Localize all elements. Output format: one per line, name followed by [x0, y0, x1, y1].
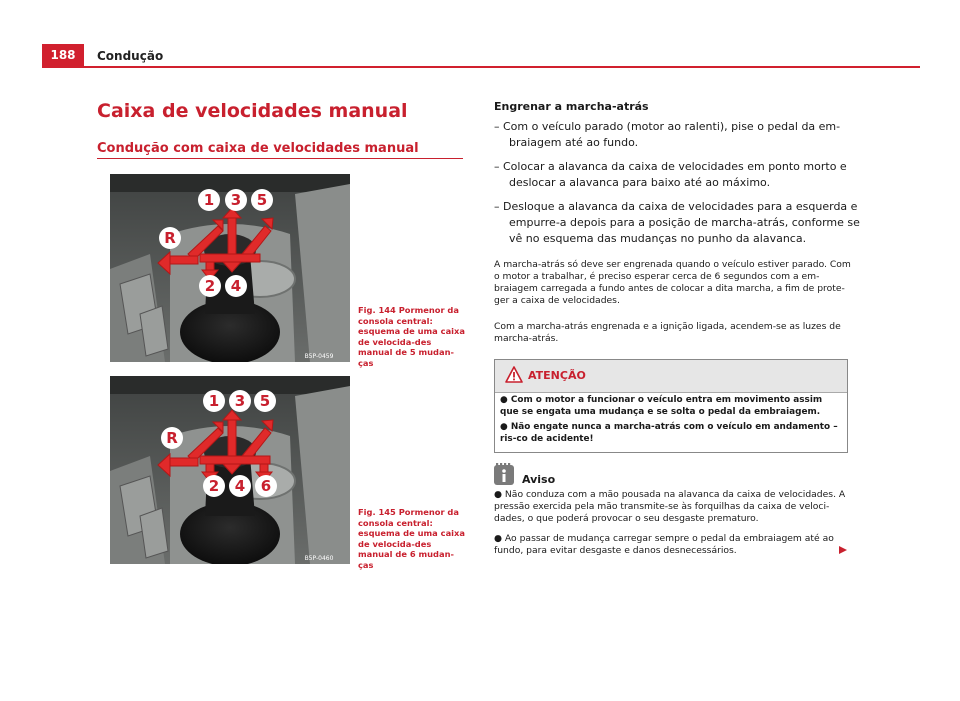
gear-label-5: 5	[256, 191, 268, 209]
gear-label-1: 1	[203, 191, 215, 209]
warning-item: ● Não engate nunca a marcha-atrás com o veículo em andamento – ris-co de acidente!	[500, 422, 838, 444]
header-rule	[42, 66, 920, 68]
figure-144-caption: Fig. 144 Pormenor da consola central: esquema de uma caixa de velocida-des manual de 5 mudan-ças	[358, 305, 465, 368]
gear-label-4: 4	[234, 477, 246, 495]
warning-title: ATENÇÃO	[528, 369, 586, 382]
procedure-title: Engrenar a marcha-atrás	[494, 100, 649, 113]
gear-label-1: 1	[208, 392, 220, 410]
warning-item: ● Com o motor a funcionar o veículo entra em movimento assim que se engata uma mudança e se solta o pedal da embraiagem.	[500, 395, 823, 417]
figure-145-caption: Fig. 145 Pormenor da consola central: esquema de uma caixa de velocida-des manual de 6 mudan-ças	[358, 507, 465, 570]
figure-144	[110, 174, 350, 362]
gear-label-3: 3	[230, 191, 242, 209]
gear-label-5: 5	[259, 392, 271, 410]
gearshift-6-speed-illustration	[110, 376, 350, 564]
warning-header	[495, 360, 847, 393]
section-heading: Caixa de velocidades manual	[97, 100, 408, 122]
note-item-1: ● Não conduza com a mão pousada na alavanca da caixa de velocidades. A pressão exercida pela mão transmite-se às forquilhas da caixa de veloci-dades, o que poderá provocar o seu desgaste prematuro.	[494, 489, 846, 524]
subsection-heading: Condução com caixa de velocidades manual	[97, 141, 419, 156]
warning-triangle-icon	[505, 366, 523, 383]
procedure-step-2: – Colocar a alavanca da caixa de velocidades em ponto morto e deslocar a alavanca para baixo até ao máximo.	[494, 160, 847, 189]
figure-145	[110, 376, 350, 564]
gearshift-5-speed-illustration	[110, 174, 350, 362]
body-paragraph-1: A marcha-atrás só deve ser engrenada quando o veículo estiver parado. Com o motor a trabalhar, é preciso esperar cerca de 6 segundos com a em-braiagem carregada a fundo antes de colocar a dita marcha, a fim de prote-ger a caixa de velocidades.	[494, 259, 851, 306]
note-item-2: ● Ao passar de mudança carregar sempre o pedal da embraiagem até ao fundo, para evitar desgaste e danos desnecessários.	[494, 533, 834, 556]
info-note-icon	[494, 463, 514, 485]
warning-box	[494, 359, 848, 453]
figure-code: B5P-0460	[304, 555, 334, 562]
figure-code: B5P-0459	[304, 353, 334, 360]
procedure-step-1: – Com o veículo parado (motor ao ralenti), pise o pedal da em-braiagem até ao fundo.	[494, 120, 841, 149]
procedure-step-3: – Desloque a alavanca da caixa de velocidades para a esquerda e empurre-a depois para a posição de marcha-atrás, conforme se vê no esquema das mudanças no punho da alavanca.	[494, 200, 860, 245]
body-paragraph-2: Com a marcha-atrás engrenada e a ignição ligada, acendem-se as luzes de marcha-atrás.	[494, 321, 841, 344]
note-title: Aviso	[522, 473, 556, 486]
gear-label-reverse: R	[166, 429, 178, 447]
gear-label-4: 4	[230, 277, 242, 295]
page-number: 188	[42, 44, 84, 66]
gear-label-2: 2	[204, 277, 216, 295]
subsection-rule	[97, 158, 463, 159]
gear-label-2: 2	[208, 477, 220, 495]
continue-arrow-icon	[838, 545, 848, 555]
chapter-title: Condução	[97, 49, 164, 63]
gear-label-3: 3	[234, 392, 246, 410]
gear-label-6: 6	[260, 477, 272, 495]
gear-label-reverse: R	[164, 229, 176, 247]
